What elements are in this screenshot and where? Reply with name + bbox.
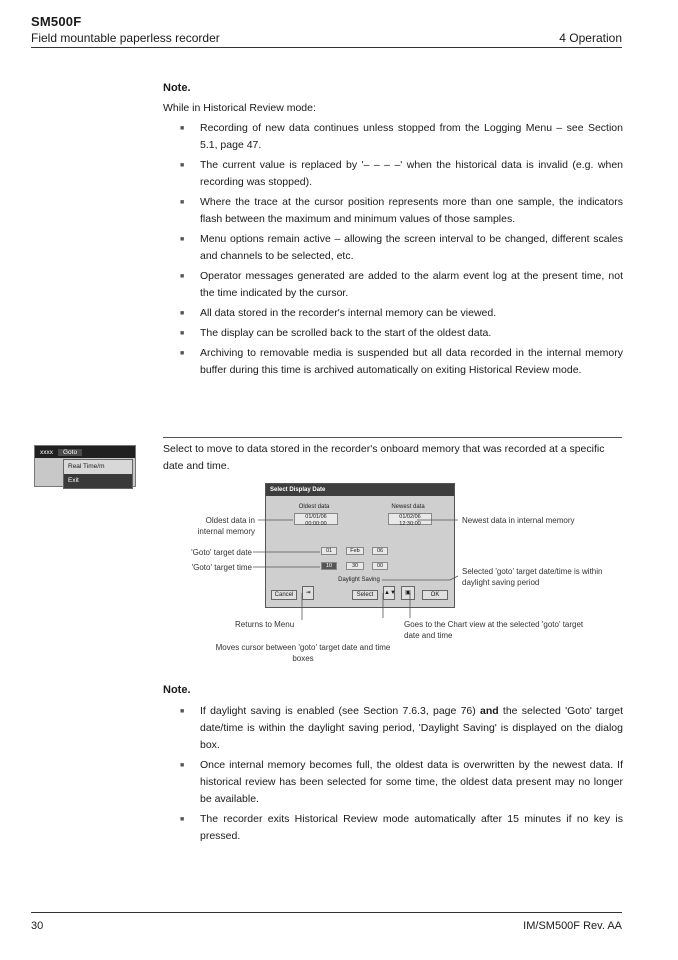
goto-description: Select to move to data stored in the recorder's onboard memory that was recorded at a specific date and time. [163,443,605,472]
list-item: ■ Operator messages generated are added to the alarm event log at the present time, not the time indicated by the cursor. [180,268,623,302]
oldest-data-label: Oldest data [298,504,330,510]
page-number: 30 [31,920,44,932]
list-item: ■ Recording of new data continues unless stopped from the Logging Menu – see Section 5.1, page 47. [180,120,623,154]
section-title: 4 Operation [559,31,622,45]
goto-year-field: 06 [372,547,388,555]
goto-second-field: 00 [372,562,388,570]
list-item: ■ The current value is replaced by '– – – –' when the historical data is invalid (e.g. when recording was stopped). [180,157,623,191]
callout-goto-time: 'Goto' target time [191,563,252,572]
callout-goto-date: 'Goto' target date [191,548,252,557]
callout-moves-cursor: Moves cursor between 'goto' target date and time boxes [215,643,391,663]
document-reference: IM/SM500F Rev. AA [523,920,622,932]
list-item: ■ The recorder exits Historical Review mode automatically after 15 minutes if no key is pressed. [180,811,623,845]
callout-oldest: Oldest data in internal memory [197,516,255,536]
note-text: the selected 'Goto' target date/time is within the daylight saving period, 'Daylight Saving' is displayed on the dialog box. [200,705,623,751]
select-button: Select [352,590,378,600]
note-intro: While in Historical Review mode: [163,102,316,114]
footer-rule [31,912,622,913]
note-emphasis: and [480,705,499,717]
daylight-saving-label: Daylight Saving [338,577,380,583]
list-item: ■ Once internal memory becomes full, the oldest data is overwritten by the newest data. If historical review has been selected for some time, the oldest data present may no longer be available. [180,757,623,808]
leader-daylight [382,576,458,580]
menu-item-real-time: Real Time/m [68,463,105,470]
menu-bar-item: xxxx [40,448,53,456]
oldest-data-value: 01/01/06 00:00:00 [294,513,338,525]
menu-bar-item-goto: Goto [58,449,82,456]
arrow-keys-icon: ▲▼ [383,586,395,600]
list-item [180,703,623,754]
list-item: ■ Where the trace at the cursor position represents more than one sample, the indicators flash between the maximum and minimum values of those samples. [180,194,623,228]
note-title: Note. [163,684,191,696]
list-item: ■ Archiving to removable media is suspended but all data recorded in the internal memory buffer during this time is archived automatically on exiting Historical Review mode. [180,345,623,379]
cancel-button: Cancel [271,590,297,600]
menu-item-exit: Exit [64,474,132,488]
callout-newest: Newest data in internal memory [462,516,575,525]
product-subtitle: Field mountable paperless recorder [31,31,220,45]
goto-month-field: Feb [346,547,364,555]
tab-key-icon: ⇥ [302,586,314,600]
callout-returns: Returns to Menu [235,620,295,629]
note-bullet-list [180,703,623,848]
ok-button: OK [422,590,448,600]
newest-data-label: Newest data [391,504,425,510]
goto-minute-field: 30 [346,562,364,570]
list-item: ■ All data stored in the recorder's internal memory can be viewed. [180,305,623,322]
product-model: SM500F [31,14,82,29]
callout-daylight: Selected 'goto' target date/time is within daylight saving period [462,567,603,587]
callout-goes-to-chart: Goes to the Chart view at the selected 'goto' target date and time [404,620,584,640]
goto-day-field: 01 [321,547,337,555]
note-text: If daylight saving is enabled (see Section 7.6.3, page 76) [200,705,481,717]
newest-data-value: 01/02/06 12:30:00 [388,513,432,525]
view-key-icon: ▣ [401,586,415,600]
list-item: ■ Menu options remain active – allowing the screen interval to be changed, different scales and channels to be selected, etc. [180,231,623,265]
dialog-title: Select Display Date [266,484,454,496]
list-item: ■ The display can be scrolled back to the start of the oldest data. [180,325,623,342]
goto-hour-field: 10 [321,562,337,570]
note-title: Note. [163,82,191,94]
